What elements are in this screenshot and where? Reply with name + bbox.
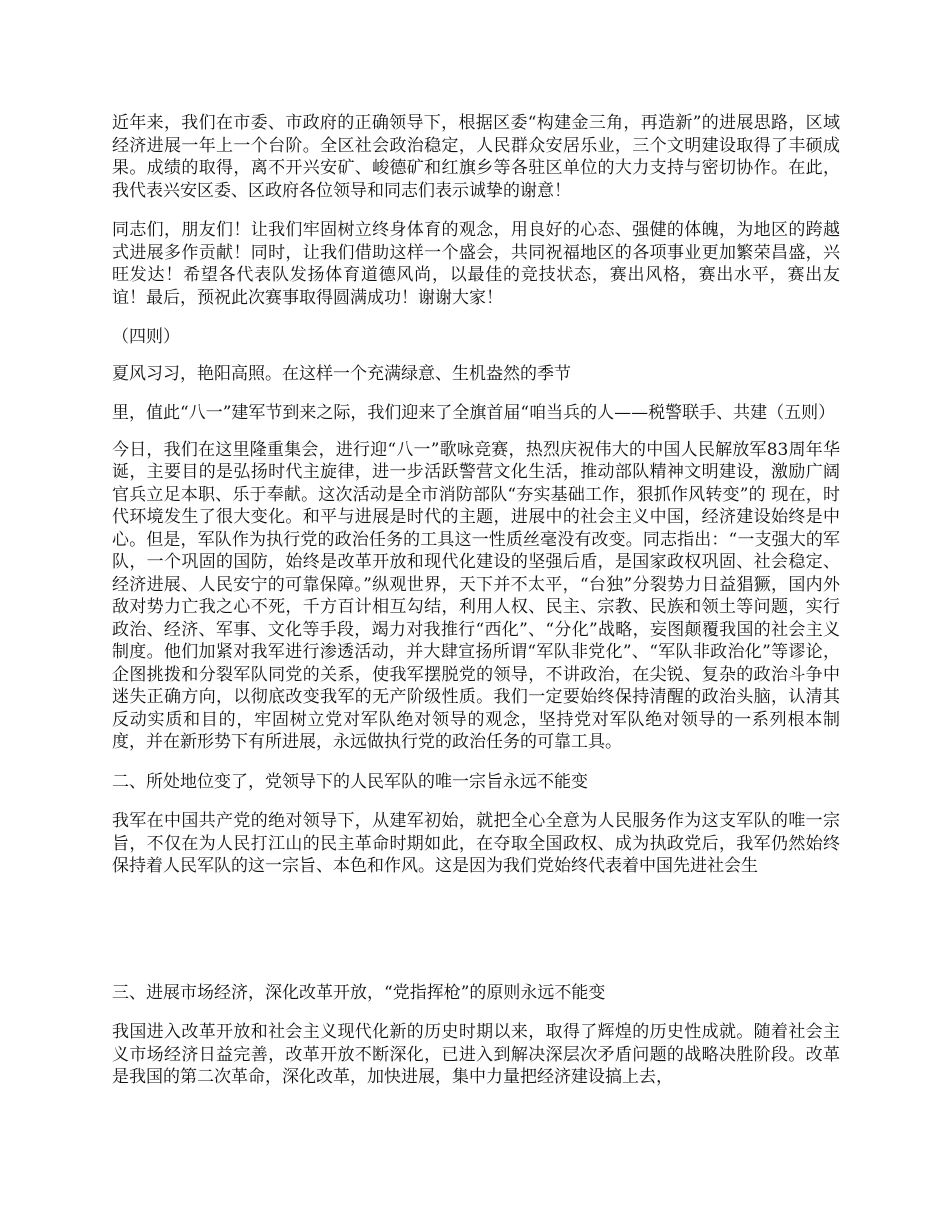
paragraph-august-first: 里，值此“八一”建军节到来之际，我们迎来了全旗首届“咱当兵的人——税警联手、共建（五则）: [112, 403, 836, 423]
paragraph-singing-contest: 今日，我们在这里隆重集会，进行迎“八一”歌咏竞赛，热烈庆祝伟大的中国人民解放军83周年华诞，主要目的是弘扬时代主旋律，进一步活跃警营文化生活，推动部队精神文明建设，激励广阔官兵立足本职、乐于奉献。这次活动是全市消防部队“夯实基础工作，狠抓作风转变”的 现在，时代环境发生了很大变化。和平与进展是时代的主题，进展中的社会主义中国，经济建设始终是中心。但是，军队作为执行党的政治任务的工具这一性质丝毫没有改变。同志指出：“一支强大的军队，一个巩固的国防，始终是改革开放和现代化建设的坚强后盾，是国家政权巩固、社会稳定、经济进展、人民安宁的可靠保障。”纵观世界，天下并不太平，“台独”分裂势力日益猖獗，国内外敌对势力亡我之心不死，千方百计相互勾结，利用人权、民主、宗教、民族和领土等问题，实行政治、经济、军事、文化等手段，竭力对我推行“西化”、“分化”战略，妄图颠覆我国的社会主义制度。他们加紧对我军进行渗透活动，并大肆宣扬所谓“军队非党化”、“军队非政治化”等谬论，企图挑拨和分裂军队同党的关系，使我军摆脱党的领导，不讲政治，在尖锐、复杂的政治斗争中迷失正确方向，以彻底改变我军的无产阶级性质。我们一定要始终保持清醒的政治头脑，认清其反动实质和目的，牢固树立党对军队绝对领导的观念，坚持党对军队绝对领导的一系列根本制度，并在新形势下有所进展，永远做执行党的政治任务的可靠工具。: [112, 439, 840, 752]
section-heading-two: 二、所处地位变了，党领导下的人民军队的唯一宗旨永远不能变: [112, 771, 588, 792]
paragraph-gratitude: 近年来，我们在市委、市政府的正确领导下，根据区委“构建金三角，再造新”的进展思路，区域经济进展一年上一个台阶。全区社会政治稳定，人民群众安居乐业，三个文明建设取得了丰硕成果。成绩的取得，离不开兴安矿、峻德矿和红旗乡等各驻区单位的大力支持与密切协作。在此，我代表兴安区委、区政府各位领导和同志们表示诚挚的谢意！: [112, 113, 840, 201]
section-heading-four: （四则）: [112, 327, 180, 347]
section-heading-three: 三、进展市场经济，深化改革开放，“党指挥枪”的原则永远不能变: [112, 982, 606, 1003]
paragraph-summer-opening: 夏风习习，艳阳高照。在这样一个充满绿意、生机盎然的季节: [112, 363, 571, 384]
document-page: [112, 112, 840, 1089]
paragraph-army-purpose: 我军在中国共产党的绝对领导下，从建军初始，就把全心全意为人民服务作为这支军队的唯一宗旨，不仅在为人民打江山的民主革命时期如此，在夺取全国政权、成为执政党后，我军仍然始终保持着人民军队的这一宗旨、本色和作风。这是因为我们党始终代表着中国先进社会生: [112, 811, 840, 876]
paragraph-sports-closing: 同志们，朋友们！让我们牢固树立终身体育的观念，用良好的心态、强健的体魄，为地区的跨越式进展多作贡献！同时，让我们借助这样一个盛会，共同祝福地区的各项事业更加繁荣昌盛，兴旺发达！希望各代表队发扬体育道德风尚，以最佳的竞技状态，赛出风格，赛出水平，赛出友谊！最后，预祝此次赛事取得圆满成功！谢谢大家！: [112, 220, 840, 308]
paragraph-reform: 我国进入改革开放和社会主义现代化新的历史时期以来，取得了辉煌的历史性成就。随着社会主义市场经济日益完善，改革开放不断深化，已进入到解决深层次矛盾问题的战略决胜阶段。改革是我国的第二次革命，深化改革，加快进展，集中力量把经济建设搞上去，: [112, 1022, 840, 1087]
